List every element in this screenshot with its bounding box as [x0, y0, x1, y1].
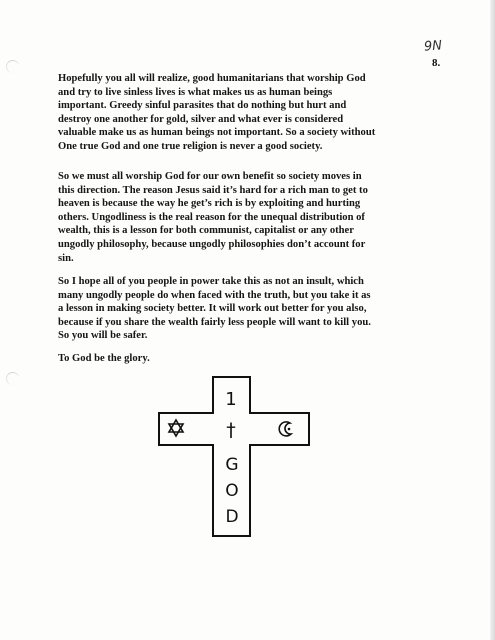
cross-letter-o: O: [225, 481, 239, 501]
text-line: sin.: [58, 252, 74, 264]
paragraph-3: [58, 275, 460, 343]
paragraph-2: [58, 170, 460, 265]
cross-drawing: [155, 373, 315, 539]
cross-number-one: 1: [225, 389, 237, 410]
text-line: One true God and one true religion is never a good society.: [58, 140, 323, 152]
text-line: Hopefully you all will realize, good humanitarians that worship God: [58, 73, 366, 84]
closing-line: [58, 352, 460, 366]
text-line: So I hope all of you people in power take this as not an insult, which: [58, 276, 364, 287]
text-line: So we must all worship God for our own benefit so society moves in: [58, 171, 362, 182]
text-line: others. Ungodliness is the real reason for the unequal distribution of: [58, 211, 365, 223]
text-line: many ungodly people do when faced with the truth, but you take it as: [58, 289, 371, 301]
handwritten-reference: 9N: [423, 38, 443, 55]
text-line: wealth, this is a lesson for both communist, capitalist or any other: [58, 225, 354, 237]
text-line: important. Greedy sinful parasites that do nothing but hurt and: [58, 100, 347, 112]
punch-hole-middle: [6, 372, 19, 385]
text-line: valuable make us as human beings not important. So a society without: [58, 127, 376, 139]
page-edge-shadow: [490, 0, 495, 640]
text-line: heaven is because the way he get’s rich is by exploiting and hurting: [58, 198, 361, 210]
star-of-david-icon: [169, 420, 183, 436]
dagger-symbol: †: [226, 419, 236, 441]
text-line: ungodly philosophy, because ungodly philosophies don’t account for: [58, 238, 366, 250]
page-number: 8.: [432, 57, 441, 69]
crescent-icon: [279, 422, 291, 436]
paragraph-1: [58, 72, 460, 154]
text-line: a lesson in making society better. It will work out better for you also,: [58, 303, 367, 315]
text-line: So you will be safer.: [58, 330, 148, 342]
text-line: this direction. The reason Jesus said it’s hard for a rich man to get to: [58, 184, 368, 196]
text-line: and try to live sinless lives is what makes us as human beings: [58, 86, 333, 98]
text-line: To God be the glory.: [58, 353, 150, 364]
cross-letter-g: G: [225, 455, 239, 475]
punch-hole-top: [6, 60, 19, 73]
cross-letter-d: D: [225, 507, 239, 527]
text-line: because if you share the wealth fairly less people will want to kill you.: [58, 316, 371, 328]
text-line: destroy one another for gold, silver and what ever is considered: [58, 113, 344, 125]
